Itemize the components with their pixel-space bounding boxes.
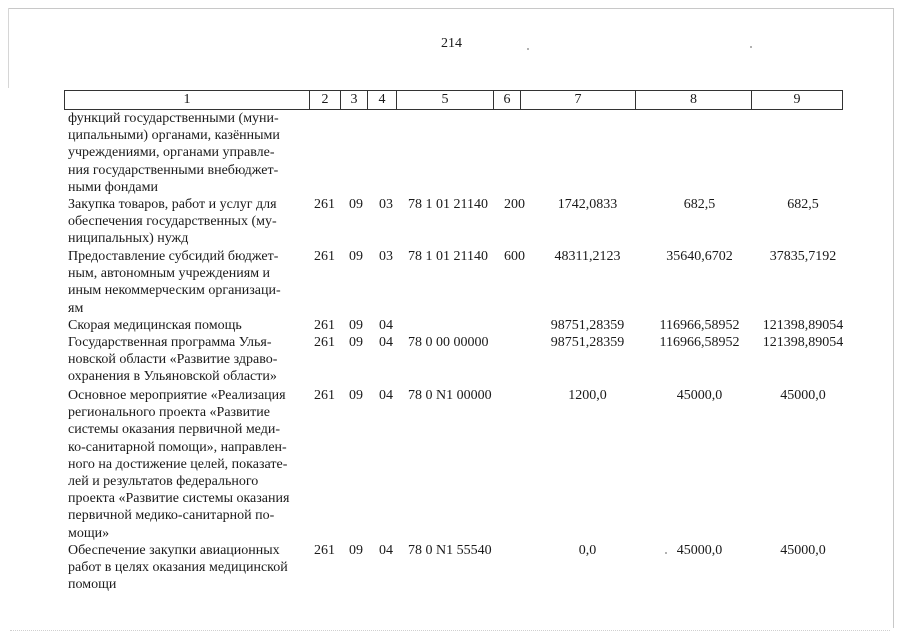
cell-amount-col8: 116966,58952 xyxy=(659,318,740,333)
scan-border-top xyxy=(8,8,893,9)
scan-border-bottom xyxy=(10,630,890,631)
cell-amount-col9: 45000,0 xyxy=(780,543,826,558)
description-line: лей и результатов федерального xyxy=(68,474,259,490)
cell-amount-col9: 682,5 xyxy=(787,197,819,212)
description-line: охранения в Ульяновской области» xyxy=(68,369,277,385)
description-line: ям xyxy=(68,300,84,316)
cell-target-article: 78 0 N1 55540 xyxy=(408,543,492,558)
cell-target-article: 78 1 01 21140 xyxy=(408,197,488,212)
cell-ministry-code: 261 xyxy=(314,543,335,558)
cell-ministry-code: 261 xyxy=(314,335,335,350)
cell-amount-col7: 48311,2123 xyxy=(554,249,621,264)
cell-target-article: 78 0 N1 00000 xyxy=(408,388,492,403)
description-line: ко-санитарной помощи», направлен- xyxy=(68,439,287,455)
header-col-3: 3 xyxy=(340,90,368,110)
header-col-7: 7 xyxy=(520,90,636,110)
cell-amount-col8: 35640,6702 xyxy=(666,249,733,264)
description-line: первичной медико-санитарной по- xyxy=(68,508,275,524)
cell-ministry-code: 261 xyxy=(314,388,335,403)
description-line: ным, автономным учреждениям и xyxy=(68,266,271,282)
description-line: проекта «Развитие системы оказания xyxy=(68,491,290,507)
header-col-8: 8 xyxy=(635,90,752,110)
row-description xyxy=(68,317,304,334)
description-line: работ в целях оказания медицинской xyxy=(68,560,288,576)
row-description xyxy=(68,196,304,248)
header-col-4: 4 xyxy=(367,90,397,110)
cell-subsection: 04 xyxy=(379,388,393,403)
description-line: иным некоммерческим организаци- xyxy=(68,283,281,299)
row-description xyxy=(68,110,304,196)
description-line: мощи» xyxy=(68,525,110,541)
cell-amount-col7: 1742,0833 xyxy=(557,197,618,212)
description-line: системы оказания первичной меди- xyxy=(68,422,280,438)
scan-speck xyxy=(527,48,529,50)
cell-section: 09 xyxy=(349,388,363,403)
description-line: учреждениями, органами управле- xyxy=(68,145,275,161)
cell-amount-col9: 37835,7192 xyxy=(769,249,837,264)
description-line: регионального проекта «Развитие xyxy=(68,405,270,421)
cell-amount-col8: 682,5 xyxy=(683,197,716,212)
cell-expense-type: 600 xyxy=(504,249,525,264)
scan-speck xyxy=(665,552,667,554)
cell-amount-col8: 116966,58952 xyxy=(659,335,740,350)
cell-amount-col9: 121398,89054 xyxy=(762,335,844,350)
description-line: Обеспечение закупки авиационных xyxy=(68,543,280,558)
cell-amount-col9: 121398,89054 xyxy=(762,318,844,333)
cell-ministry-code: 261 xyxy=(314,249,335,264)
row-description xyxy=(68,387,304,542)
header-col-6: 6 xyxy=(493,90,521,110)
cell-expense-type: 200 xyxy=(504,197,525,212)
cell-subsection: 03 xyxy=(379,249,393,264)
header-col-2: 2 xyxy=(309,90,341,110)
description-line: Основное мероприятие «Реализация xyxy=(68,388,286,403)
cell-ministry-code: 261 xyxy=(314,197,335,212)
description-line: ципальными) органами, казёнными xyxy=(68,128,280,144)
header-col-5: 5 xyxy=(396,90,494,110)
cell-amount-col7: 98751,28359 xyxy=(550,318,625,333)
description-line: ния государственными внебюджет- xyxy=(68,162,279,178)
cell-target-article: 78 1 01 21140 xyxy=(408,249,488,264)
description-line: помощи xyxy=(68,577,117,593)
description-line: Государственная программа Улья- xyxy=(68,335,272,350)
cell-amount-col9: 45000,0 xyxy=(780,388,826,403)
row-description xyxy=(68,248,304,317)
cell-subsection: 03 xyxy=(379,197,393,212)
cell-ministry-code: 261 xyxy=(314,318,335,333)
description-line: новской области «Развитие здраво- xyxy=(68,352,278,368)
cell-amount-col7: 1200,0 xyxy=(568,388,607,403)
cell-section: 09 xyxy=(349,335,363,350)
table-header xyxy=(64,90,843,110)
row-description xyxy=(68,334,304,386)
scan-border-right xyxy=(893,8,894,628)
header-col-9: 9 xyxy=(751,90,843,110)
cell-subsection: 04 xyxy=(379,543,393,558)
cell-section: 09 xyxy=(349,543,363,558)
cell-section: 09 xyxy=(349,197,363,212)
cell-subsection: 04 xyxy=(379,335,393,350)
scan-border-left xyxy=(8,8,9,88)
cell-amount-col8: 45000,0 xyxy=(676,543,723,558)
description-line: ными фондами xyxy=(68,179,159,195)
cell-section: 09 xyxy=(349,249,363,264)
description-line: Предоставление субсидий бюджет- xyxy=(68,249,279,264)
description-line: Скорая медицинская помощь xyxy=(68,318,242,333)
description-line: функций государственными (муни- xyxy=(68,111,279,126)
scan-speck xyxy=(750,46,752,48)
description-line: обеспечения государственных (му- xyxy=(68,214,277,230)
cell-amount-col7: 98751,28359 xyxy=(550,335,625,350)
cell-section: 09 xyxy=(349,318,363,333)
cell-target-article: 78 0 00 00000 xyxy=(408,335,489,350)
page-number: 214 xyxy=(441,36,462,51)
header-col-1: 1 xyxy=(64,90,310,110)
cell-amount-col8: 45000,0 xyxy=(676,388,723,403)
row-description xyxy=(68,542,304,594)
description-line: ниципальных) нужд xyxy=(68,231,189,247)
description-line: ного на достижение целей, показате- xyxy=(68,456,288,472)
description-line: Закупка товаров, работ и услуг для xyxy=(68,197,277,212)
cell-amount-col7: 0,0 xyxy=(578,543,597,558)
cell-subsection: 04 xyxy=(379,318,393,333)
